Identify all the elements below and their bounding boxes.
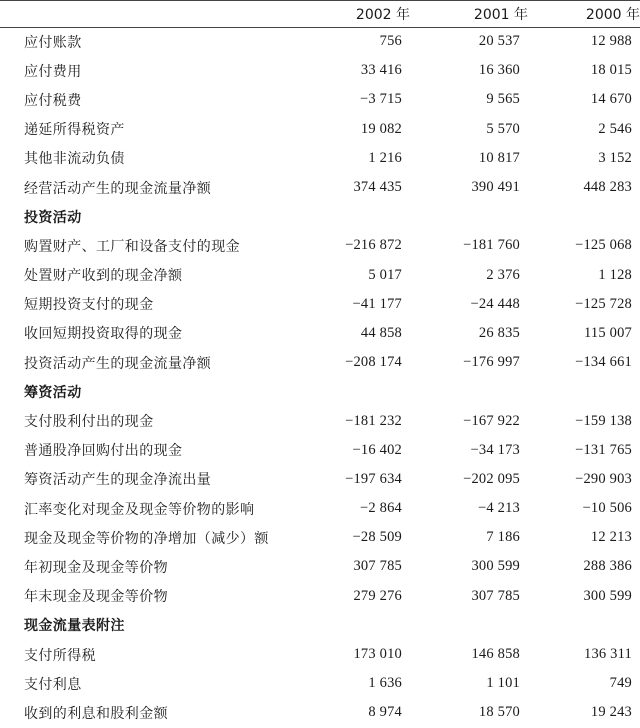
row-label: 其他非流动负债 — [24, 151, 125, 168]
value-cell-2000: 12 213 — [590, 529, 632, 546]
value-cell-2001: −202 095 — [463, 470, 520, 487]
table-row — [0, 406, 640, 435]
section-heading: 投资活动 — [24, 209, 82, 226]
row-label: 短期投资支付的现金 — [24, 297, 154, 314]
value-cell-2001: −176 997 — [463, 354, 520, 371]
value-cell-2001: 16 360 — [478, 62, 520, 79]
value-cell-2002 — [296, 377, 410, 406]
value-cell-2001: 7 186 — [486, 529, 520, 546]
table-row — [0, 144, 640, 173]
row-label: 支付所得税 — [24, 647, 96, 664]
value-cell-2002: −3 715 — [359, 91, 402, 108]
table-row — [0, 261, 640, 290]
row-label: 年末现金及现金等价物 — [24, 589, 168, 606]
value-cell-2001 — [410, 611, 528, 640]
column-header-2001: 2001 年 — [473, 7, 528, 23]
table-row — [0, 436, 640, 465]
table-row — [0, 319, 640, 348]
row-label: 收到的利息和股利金额 — [24, 705, 168, 722]
value-cell-2001: 146 858 — [471, 646, 520, 663]
row-label: 普通股净回购付出的现金 — [24, 443, 183, 460]
value-cell-2002: 307 785 — [353, 558, 402, 575]
section-heading-row — [0, 611, 640, 640]
value-cell-2002: 19 082 — [360, 120, 402, 137]
table-row — [0, 552, 640, 581]
row-label: 处置财产收到的现金净额 — [24, 268, 183, 285]
section-heading-row — [0, 377, 640, 406]
row-label: 支付利息 — [24, 676, 82, 693]
table-row — [0, 115, 640, 144]
value-cell-2001: 390 491 — [471, 179, 520, 196]
value-cell-2002: −28 509 — [352, 529, 402, 546]
row-label: 年初现金及现金等价物 — [24, 559, 168, 576]
value-cell-2001 — [410, 202, 528, 231]
table-row — [0, 173, 640, 202]
value-cell-2002: 374 435 — [353, 179, 402, 196]
value-cell-2001: 300 599 — [471, 558, 520, 575]
value-cell-2000: 115 007 — [584, 324, 632, 341]
value-cell-2000: −125 728 — [575, 295, 632, 312]
header-row — [0, 1, 640, 27]
value-cell-2001: 307 785 — [471, 587, 520, 604]
value-cell-2000: 1 128 — [598, 266, 632, 283]
value-cell-2002: −216 872 — [345, 237, 402, 254]
value-cell-2000 — [528, 202, 640, 231]
row-label: 汇率变化对现金及现金等价物的影响 — [24, 501, 255, 518]
section-heading: 筹资活动 — [24, 384, 82, 401]
row-label: 递延所得税资产 — [24, 122, 125, 139]
table-row — [0, 290, 640, 319]
row-label: 购置财产、工厂和设备支付的现金 — [24, 238, 240, 255]
table-row — [0, 348, 640, 377]
value-cell-2001: 1 101 — [486, 675, 520, 692]
value-cell-2002: 173 010 — [353, 646, 402, 663]
table-row — [0, 85, 640, 114]
value-cell-2000: 300 599 — [583, 587, 632, 604]
column-header-2002: 2002 年 — [355, 7, 410, 23]
value-cell-2001: −167 922 — [463, 412, 520, 429]
value-cell-2000: −10 506 — [582, 500, 632, 517]
value-cell-2002: −2 864 — [359, 500, 402, 517]
value-cell-2000: −125 068 — [575, 237, 632, 254]
value-cell-2002: 279 276 — [353, 587, 402, 604]
value-cell-2000 — [528, 611, 640, 640]
header-blank-cell — [0, 1, 296, 27]
value-cell-2002: 1 636 — [368, 675, 402, 692]
value-cell-2001: −24 448 — [470, 295, 520, 312]
row-label: 支付股利付出的现金 — [24, 414, 154, 431]
row-label: 收回短期投资取得的现金 — [24, 326, 183, 343]
section-heading: 现金流量表附注 — [24, 618, 125, 635]
value-cell-2000: 3 152 — [598, 149, 632, 166]
table-row — [0, 523, 640, 552]
value-cell-2000: 12 988 — [590, 33, 632, 50]
value-cell-2001: 20 537 — [478, 33, 520, 50]
value-cell-2002: 1 216 — [368, 149, 402, 166]
value-cell-2002: −41 177 — [352, 295, 402, 312]
value-cell-2001 — [410, 377, 528, 406]
value-cell-2001: 10 817 — [478, 149, 520, 166]
table-body — [0, 27, 640, 728]
table-row — [0, 27, 640, 56]
value-cell-2001: −181 760 — [463, 237, 520, 254]
value-cell-2002: 5 017 — [368, 266, 402, 283]
value-cell-2002: 44 858 — [360, 324, 402, 341]
value-cell-2001: 9 565 — [486, 91, 520, 108]
table-row — [0, 582, 640, 611]
value-cell-2000: 19 243 — [590, 704, 632, 721]
value-cell-2000: −290 903 — [575, 470, 632, 487]
value-cell-2002: −197 634 — [345, 470, 402, 487]
row-label: 应付税费 — [24, 92, 82, 109]
value-cell-2000: −134 661 — [575, 354, 632, 371]
value-cell-2001: −34 173 — [470, 441, 520, 458]
value-cell-2000: 18 015 — [590, 62, 632, 79]
value-cell-2000: 2 546 — [598, 120, 632, 137]
row-label: 投资活动产生的现金流量净额 — [24, 355, 212, 372]
value-cell-2002: −208 174 — [345, 354, 402, 371]
column-header-2000: 2000 年 — [585, 7, 640, 23]
value-cell-2000: 136 311 — [584, 646, 632, 663]
value-cell-2001: 2 376 — [486, 266, 520, 283]
value-cell-2000: 749 — [609, 675, 632, 692]
row-label: 经营活动产生的现金流量净额 — [24, 180, 212, 197]
row-label: 筹资活动产生的现金净流出量 — [24, 472, 212, 489]
value-cell-2002: 33 416 — [360, 62, 402, 79]
value-cell-2002: −16 402 — [352, 441, 402, 458]
value-cell-2001: 5 570 — [486, 120, 520, 137]
value-cell-2002: −181 232 — [345, 412, 402, 429]
row-label: 现金及现金等价物的净增加（减少）额 — [24, 530, 269, 547]
table-row — [0, 231, 640, 260]
table-row — [0, 465, 640, 494]
value-cell-2002 — [296, 611, 410, 640]
value-cell-2000 — [528, 377, 640, 406]
value-cell-2002: 8 974 — [368, 704, 402, 721]
table-row — [0, 56, 640, 85]
value-cell-2000: −131 765 — [575, 441, 632, 458]
value-cell-2000: 448 283 — [583, 179, 632, 196]
table-row — [0, 494, 640, 523]
value-cell-2000: 14 670 — [590, 91, 632, 108]
value-cell-2000: 288 386 — [583, 558, 632, 575]
row-label: 应付账款 — [24, 34, 82, 51]
value-cell-2001: 18 570 — [478, 704, 520, 721]
value-cell-2000: −159 138 — [575, 412, 632, 429]
table-row — [0, 698, 640, 727]
table-header — [0, 1, 640, 27]
table-row — [0, 640, 640, 669]
row-label: 应付费用 — [24, 63, 82, 80]
cash-flow-table — [0, 1, 640, 728]
section-heading-row — [0, 202, 640, 231]
value-cell-2001: −4 213 — [477, 500, 520, 517]
value-cell-2001: 26 835 — [478, 324, 520, 341]
table-row — [0, 669, 640, 698]
value-cell-2002: 756 — [379, 33, 402, 50]
value-cell-2002 — [296, 202, 410, 231]
